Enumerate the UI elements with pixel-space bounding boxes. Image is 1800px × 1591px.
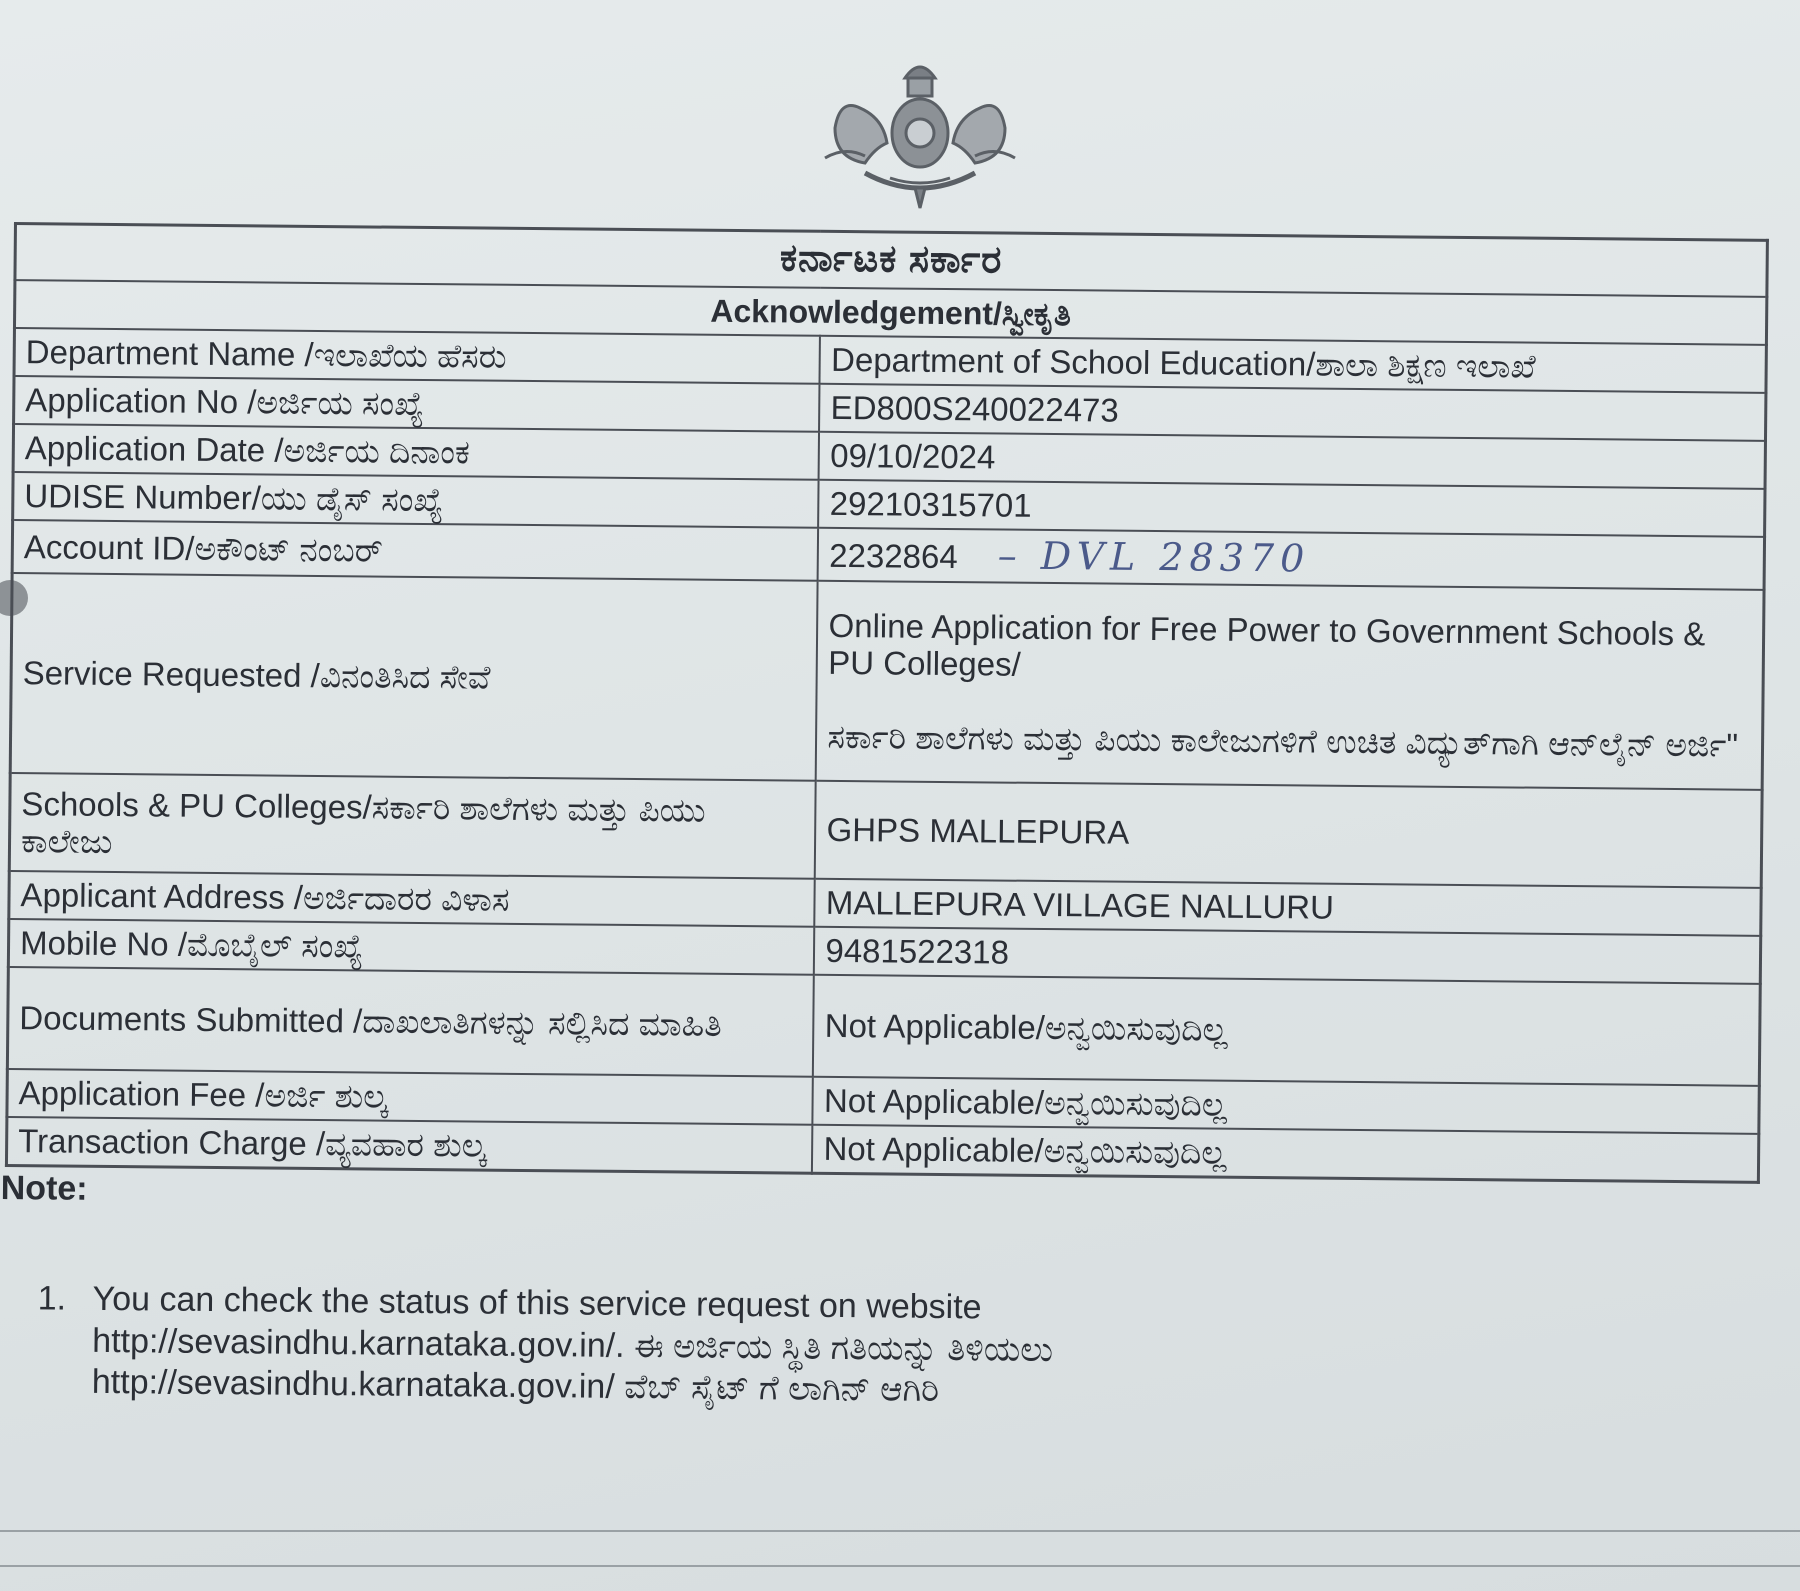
karnataka-emblem-icon: [805, 38, 1035, 213]
table-row: [10, 573, 1764, 790]
transaction-charge-label: Transaction Charge /ವ್ಯವಹಾರ ಶುಲ್ಕ: [6, 1117, 812, 1173]
service-requested-value-kn: ಸರ್ಕಾರಿ ಶಾಲೆಗಳು ಮತ್ತು ಪಿಯು ಕಾಲೇಜುಗಳಿಗೆ ಉಚಿತ ವಿದ್ಯುತ್‌ಗಾಗಿ ಆನ್‌ಲೈನ್ ಅರ್ಜಿ": [827, 718, 1739, 765]
applicant-address-label: Applicant Address /ಅರ್ಜಿದಾರರ ವಿಳಾಸ: [9, 871, 815, 927]
table-row: [7, 967, 1760, 1086]
documents-submitted-value: Not Applicable/ಅನ್ವಯಿಸುವುದಿಲ್ಲ: [813, 975, 1760, 1086]
application-no-label: Application No /ಅರ್ಜಿಯ ಸಂಖ್ಯೆ: [14, 376, 820, 432]
note-list: [37, 1279, 1775, 1420]
transaction-charge-value: Not Applicable/ಅನ್ವಯಿಸುವುದಿಲ್ಲ: [812, 1125, 1759, 1183]
note-line-3: http://sevasindhu.karnataka.gov.in/ ವೆಬ್ ಸೈಟ್ ಗೆ ಲಾಗಿನ್ ಆಗಿರಿ: [91, 1362, 940, 1410]
note-number: 1.: [37, 1279, 67, 1318]
school-value: GHPS MALLEPURA: [815, 781, 1762, 888]
divider: [0, 1530, 1800, 1532]
note-line-2: http://sevasindhu.karnataka.gov.in/. ಈ ಅರ್ಜಿಯ ಸ್ಥಿತಿ ಗತಿಯನ್ನು ತಿಳಿಯಲು: [92, 1321, 1054, 1369]
school-label: Schools & PU Colleges/ಸರ್ಕಾರಿ ಶಾಲೆಗಳು ಮತ್ತು ಪಿಯು ಕಾಲೇಜು: [9, 773, 816, 879]
acknowledgement-heading: Acknowledgement/ಸ್ವೀಕೃತಿ: [14, 280, 1766, 345]
service-requested-cell: [816, 581, 1764, 790]
service-requested-label: Service Requested /ವಿನಂತಿಸಿದ ಸೇವೆ: [10, 573, 818, 781]
note-line-1: You can check the status of this service request on website: [92, 1280, 982, 1327]
account-id-label: Account ID/ಅಕೌಂಟ್ ನಂಬರ್: [12, 520, 818, 581]
udise-number-value: 29210315701: [819, 480, 1766, 537]
account-id-cell: [818, 528, 1765, 591]
application-fee-label: Application Fee /ಅರ್ಜಿ ಶುಲ್ಕ: [7, 1069, 813, 1125]
table-row: [9, 773, 1762, 888]
government-title: ಕರ್ನಾಟಕ ಸರ್ಕಾರ: [15, 224, 1767, 297]
acknowledgement-document: [0, 222, 1785, 1420]
account-id-value: 2232864: [829, 536, 958, 575]
applicant-address-value: MALLEPURA VILLAGE NALLURU: [815, 879, 1762, 936]
application-date-label: Application Date /ಅರ್ಜಿಯ ದಿನಾಂಕ: [13, 424, 819, 480]
documents-submitted-label: Documents Submitted /ದಾಖಲಾತಿಗಳನ್ನು ಸಲ್ಲಿಸಿದ ಮಾಹಿತಿ: [7, 967, 814, 1077]
service-requested-value-en: Online Application for Free Power to Government Schools & PU Colleges/: [828, 606, 1706, 684]
application-date-value: 09/10/2024: [819, 432, 1766, 489]
divider: [0, 1565, 1800, 1567]
application-no-value: ED800S240022473: [819, 384, 1766, 441]
mobile-no-label: Mobile No /ಮೊಬೈಲ್ ಸಂಖ್ಯೆ: [8, 919, 814, 975]
department-name-label: Department Name /ಇಲಾಖೆಯ ಹೆಸರು: [14, 328, 820, 384]
udise-number-label: UDISE Number/ಯು ಡೈಸ್ ಸಂಖ್ಯೆ: [13, 472, 819, 528]
note-item: [37, 1279, 1775, 1420]
acknowledgement-table: [5, 222, 1769, 1184]
handwritten-annotation: – DVL 28370: [997, 533, 1311, 581]
note-heading: Note:: [0, 1169, 88, 1208]
application-fee-value: Not Applicable/ಅನ್ವಯಿಸುವುದಿಲ್ಲ: [813, 1077, 1760, 1134]
mobile-no-value: 9481522318: [814, 927, 1761, 984]
department-name-value: Department of School Education/ಶಾಲಾ ಶಿಕ್ಷಣ ಇಲಾಖೆ: [820, 336, 1767, 393]
